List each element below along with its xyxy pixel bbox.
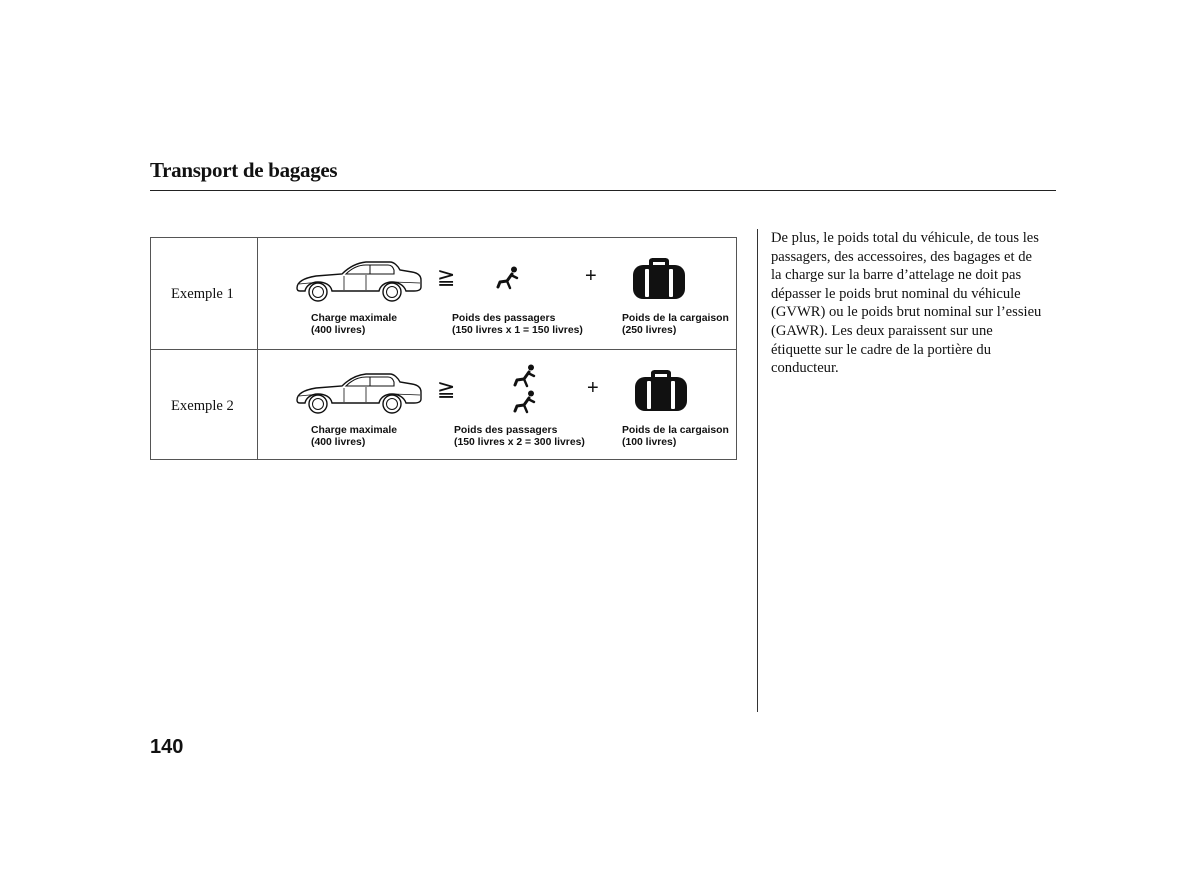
table-row [151, 238, 736, 349]
greater-or-equal-symbol: ≧ [437, 377, 456, 402]
vehicle-load-caption [311, 313, 397, 336]
table-row [151, 350, 736, 461]
car-icon [294, 258, 424, 304]
passenger-weight-caption [454, 425, 585, 448]
paragraph-line: dépasser le poids brut nominal du véhicule [771, 285, 1021, 302]
luggage-bag-icon [632, 258, 686, 300]
paragraph-line: De plus, le poids total du véhicule, de tous les [771, 230, 1039, 246]
caption-line: (100 livres) [622, 436, 677, 448]
title-divider [150, 190, 1056, 191]
paragraph-line: étiquette sur le cadre de la portière du [771, 341, 992, 358]
body-paragraph [771, 229, 1061, 378]
caption-line: (400 livres) [311, 324, 366, 336]
caption-line: (250 livres) [622, 324, 677, 336]
caption-line: Poids de la cargaison [622, 313, 729, 324]
example-label: Exemple 2 [171, 398, 234, 414]
cargo-weight-caption [622, 313, 729, 336]
passenger-weight-caption [452, 313, 583, 336]
luggage-bag-icon [634, 370, 688, 412]
seated-passenger-icon [513, 390, 539, 414]
load-examples-table [150, 237, 737, 460]
greater-or-equal-symbol: ≧ [437, 265, 456, 290]
paragraph-line: la charge sur la barre d’attelage ne doit pas [771, 267, 1022, 284]
caption-line: Poids de la cargaison [622, 425, 729, 436]
page-number: 140 [150, 736, 184, 758]
seated-passenger-icon [496, 266, 522, 290]
caption-line: Charge maximale [311, 313, 398, 324]
example-label: Exemple 1 [171, 286, 234, 302]
paragraph-line: (GAWR). Les deux paraissent sur une [771, 322, 993, 339]
caption-line: (400 livres) [311, 436, 366, 448]
vehicle-load-caption [311, 425, 397, 448]
paragraph-line: conducteur. [771, 360, 839, 377]
caption-line: Poids des passagers [454, 425, 558, 436]
caption-line: Charge maximale [311, 425, 398, 436]
plus-symbol: + [585, 265, 597, 287]
cargo-weight-caption [622, 425, 729, 448]
seated-passenger-icon [513, 364, 539, 388]
car-icon [294, 370, 424, 416]
plus-symbol: + [587, 377, 599, 399]
caption-line: (150 livres x 1 = 150 livres) [452, 324, 583, 336]
page-title: Transport de bagages [150, 158, 338, 182]
column-divider [757, 229, 758, 712]
caption-line: (150 livres x 2 = 300 livres) [454, 436, 585, 448]
caption-line: Poids des passagers [452, 313, 556, 324]
paragraph-line: passagers, des accessoires, des bagages et de [771, 248, 1032, 265]
paragraph-line: (GVWR) ou le poids brut nominal sur l’essieu [771, 304, 1042, 321]
